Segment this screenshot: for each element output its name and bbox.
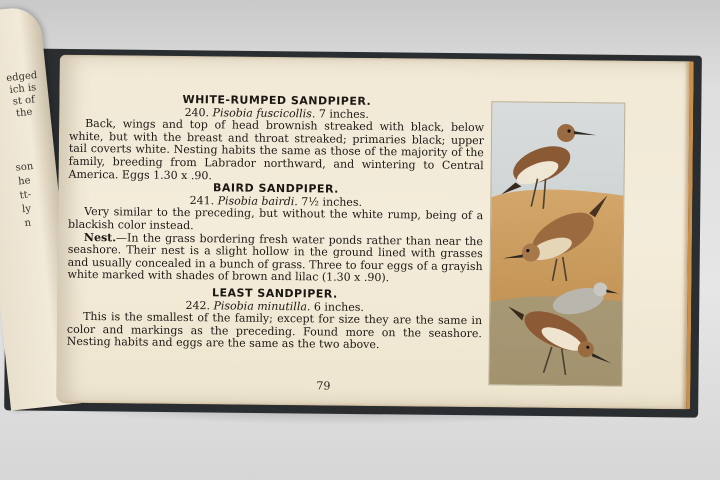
entry-size: 6 inches. <box>313 299 365 314</box>
bird-plate-illustration <box>488 101 625 386</box>
page-text <box>67 93 485 353</box>
entry-number: 241. <box>189 193 215 208</box>
entry-latin-name: Pisobia fuscicollis. <box>212 105 316 120</box>
left-edge-line: n <box>24 217 32 230</box>
left-edge-line: he <box>17 175 32 188</box>
left-edge-line: the <box>15 106 33 120</box>
nest-text: —In the grass bordering fresh water ponds rather than near the seashore. Their nest is a slight hollow in the ground lined with grasses and usually concealed in a bunch of grass. Three to four eggs of a grayish white marked with shades of brown and lilac (1.30 x .90). <box>67 230 483 285</box>
left-edge-line: st of <box>12 94 36 108</box>
entry-paragraph: Back, wings and top of head brownish streaked with black, below white, but with the breast and throat streaked; primaries black; upper tail coverts white. Nesting habits the same as those of the majority of the family, breeding from Labrador northward, and wintering to Central America. Eggs 1.30 x .90. <box>68 117 485 182</box>
entry-heading: LEAST SANDPIPER. <box>211 286 338 301</box>
left-edge-line: edged <box>5 70 38 85</box>
entry-number: 240. <box>184 105 210 119</box>
nest-paragraph <box>67 231 483 286</box>
entry-size: 7 inches. <box>318 106 369 121</box>
entry-paragraph: Very similar to the preceding, but without the white rump, being of a blackish color instead. <box>67 205 484 233</box>
entry-heading: WHITE-RUMPED SANDPIPER. <box>182 92 372 108</box>
nest-label: Nest. <box>83 230 117 244</box>
entry-paragraph: This is the smallest of the family; except for size they are the same in color and markings as the preceding. Found more on the seashore. Nesting habits and eggs are the same as the two above. <box>66 310 483 352</box>
entry-heading: BAIRD SANDPIPER. <box>212 181 339 196</box>
left-edge-line: ly <box>21 203 32 216</box>
entry-size: 7½ inches. <box>301 194 363 209</box>
entry-latin-name: Pisobia bairdi. <box>217 194 298 208</box>
left-edge-line: ich is <box>9 82 37 96</box>
entry-number: 242. <box>185 298 211 312</box>
left-edge-line: son <box>15 160 34 174</box>
page-number: 79 <box>316 379 331 393</box>
sandpipers-illustration <box>489 102 624 385</box>
entry-latin-name: Pisobia minutilla. <box>213 298 311 313</box>
book-page <box>56 55 694 410</box>
left-edge-line: tt- <box>19 189 32 202</box>
